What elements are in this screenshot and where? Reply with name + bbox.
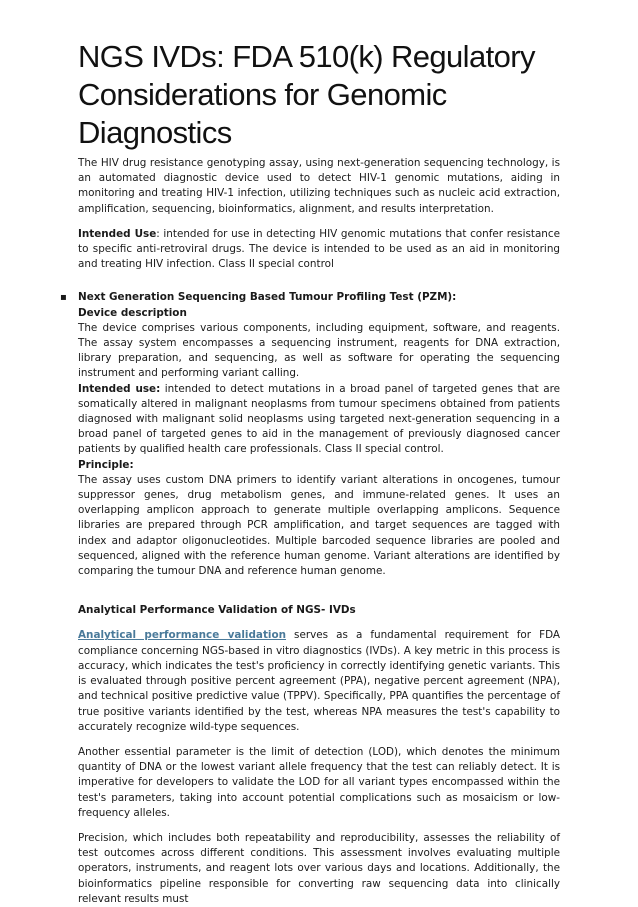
pzm-intended-use-paragraph xyxy=(78,382,560,458)
pzm-intended-use-label: Intended use: xyxy=(78,382,161,395)
device-description-text: The device comprises various components, including equipment, software, and reagents. The assay system encompasses a sequencing instrument, reagents for DNA extraction, library preparation, and sequencing, as well as software for operating the sequencing instrument and performing variant calling. xyxy=(78,321,560,380)
analytical-paragraph-1-text: serves as a fundamental requirement for FDA compliance concerning NGS-based in vitro diagnostics (IVDs). A key metric in this process is accuracy, which indicates the test's proficiency in correctly identifying genetic variants. This is evaluated through positive percent agreement (PPA), negative percent agreement (NPA), and technical positive predictive value (TPPV). Specifically, PPA quantifies the percentage of true positive variants identified by the test, whereas NPA measures the test's capability to accurately recognize wild-type sequences. xyxy=(78,629,560,733)
intended-use-text: : intended for use in detecting HIV genomic mutations that confer resistance to specific anti-retroviral drugs. The device is intended to be used as an aid in monitoring and treating HIV infection. Class II special control xyxy=(78,227,560,271)
analytical-paragraph-2: Another essential parameter is the limit of detection (LOD), which denotes the minimum quantity of DNA or the lowest variant allele frequency that the test can reliably detect. It is imperative for developers to validate the LOD for all variant types encompassed within the test's parameters, taking into account potential complications such as mosaicism or low-frequency alleles. xyxy=(78,745,560,819)
principle-text: The assay uses custom DNA primers to identify variant alterations in oncogenes, tumour suppressor genes, drug metabolism genes, and immune-related genes. It uses an overlapping amplicon approach to generate multiple overlapping amplicons. Sequence libraries are prepared through PCR amplification, and target sequences are tagged with index and adaptor oligonucleotides. Multiple barcoded sequence libraries are pooled and sequenced, aligned with the reference human genome. Variant alterations are identified by comparing the tumour DNA and reference human genome. xyxy=(78,473,560,578)
analytical-performance-link[interactable]: Analytical performance validation xyxy=(78,629,287,642)
pzm-intended-use-text: intended to detect mutations in a broad panel of targeted genes that are somatically altered in malignant neoplasms from tumour specimens obtained from patients diagnosed with malignant solid neoplasms using targeted next-generation sequencing in a broad panel of targeted genes to aid in the management of previously diagnosed cancer patients by qualified health care professionals. Class II special control. xyxy=(78,382,561,456)
pzm-section xyxy=(60,290,561,579)
pzm-heading: Next Generation Sequencing Based Tumour Profiling Test (PZM): xyxy=(78,291,457,304)
analytical-paragraph-1 xyxy=(78,628,560,734)
intended-use-label: Intended Use xyxy=(78,227,157,240)
square-bullet-icon: ▪ xyxy=(60,292,67,304)
device-description-label: Device description xyxy=(78,306,187,319)
intended-use-paragraph xyxy=(78,227,560,273)
document-page xyxy=(60,38,561,907)
principle-label: Principle: xyxy=(78,458,134,471)
analytical-heading: Analytical Performance Validation of NGS- IVDs xyxy=(78,604,356,617)
page-title: NGS IVDs: FDA 510(k) Regulatory Considerations for Genomic Diagnostics xyxy=(78,39,535,150)
analytical-paragraph-3: Precision, which includes both repeatability and reproducibility, assesses the reliability of test outcomes across different conditions. This assessment involves evaluating multiple operators, instruments, and reagent lots over various days and locations. Additionally, the bioinformatics pipeline responsible for converting raw sequencing data into clinically relevant results must xyxy=(78,831,560,905)
intro-paragraph: The HIV drug resistance genotyping assay, using next-generation sequencing technology, is an automated diagnostic device used to detect HIV-1 genomic mutations, aiding in monitoring and treating HIV-1 infection, utilizing techniques such as nucleic acid extraction, amplification, sequencing, bioinformatics, alignment, and results interpretation. xyxy=(78,157,560,215)
